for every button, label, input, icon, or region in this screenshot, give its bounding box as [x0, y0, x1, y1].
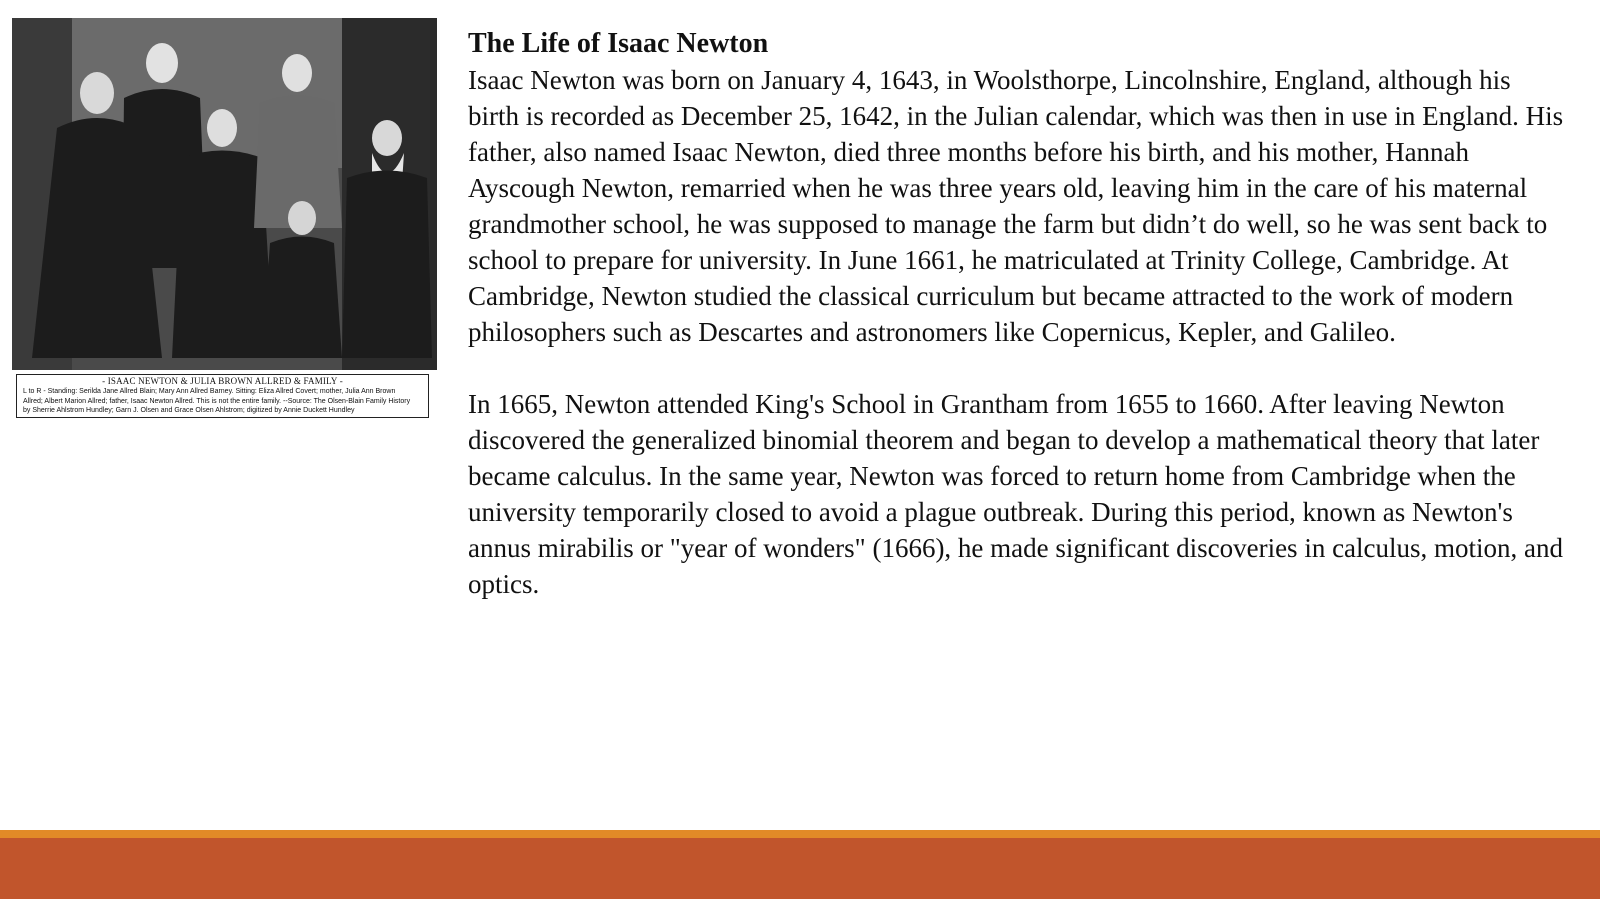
caption-title: - ISAAC NEWTON & JULIA BROWN ALLRED & FAMILY - [102, 376, 343, 386]
family-photo-image [12, 18, 437, 370]
caption-line: Allred; Albert Marion Allred; father, Isaac Newton Allred. This is not the entire family. --Source: The Olsen-Blain Family History [23, 397, 411, 405]
photo-caption [16, 374, 429, 418]
paragraph-discoveries: In 1665, Newton attended King's School in Grantham from 1655 to 1660. After leaving Newton discovered the generalized binomial theorem and began to develop a mathematical theory that later became calculus. In the same year, Newton was forced to return home from Cambridge when the university temporarily closed to avoid a plague outbreak. During this period, known as Newton's annus mirabilis or "year of wonders" (1666), he made significant discoveries in calculus, motion, and optics. [468, 389, 1564, 599]
caption-line: by Sherrie Ahlstrom Hundley; Garn J. Olsen and Grace Olsen Ahlstrom; digitized by Annie Duckett Hundley [23, 407, 355, 414]
slide-title: The Life of Isaac Newton [468, 28, 769, 59]
family-photo [12, 18, 437, 421]
slide-body [468, 26, 1568, 602]
paragraph-birth-education: Isaac Newton was born on January 4, 1643, in Woolsthorpe, Lincolnshire, England, although his birth is recorded as December 25, 1642, in the Julian calendar, which was then in use in England. His father, also named Isaac Newton, died three months before his birth, and his mother, Hannah Ayscough Newton, remarried when he was three years old, leaving him in the care of his maternal grandmother school, he was supposed to manage the farm but didn’t do well, so he was sent back to school to prepare for university. In June 1661, he matriculated at Trinity College, Cambridge. At Cambridge, Newton studied the classical curriculum but became attracted to the work of modern philosophers such as Descartes and astronomers like Copernicus, Kepler, and Galileo. [468, 65, 1564, 347]
footer-accent-line [0, 830, 1600, 838]
caption-line: L to R - Standing: Serilda Jane Allred Blain; Mary Ann Allred Barney. Sitting: Eliza Allred Covert; mother, Julia Ann Brown [23, 388, 396, 395]
family-portrait-illustration [12, 18, 437, 370]
footer-band [0, 838, 1600, 899]
